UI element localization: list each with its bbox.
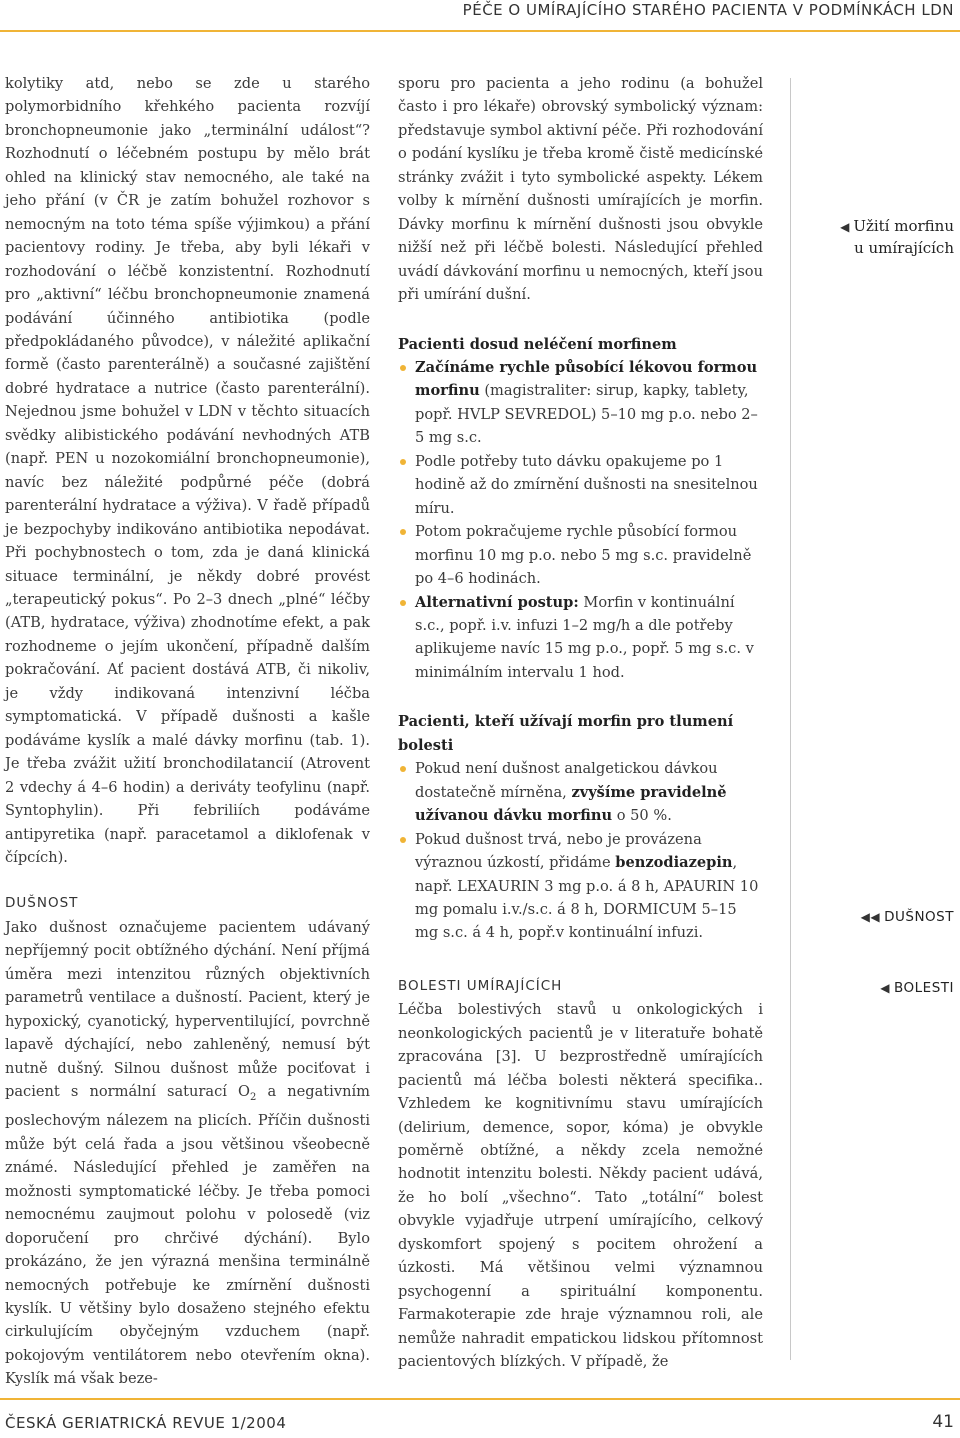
mid-paragraph-1: sporu pro pacienta a jeho rodinu (a bohužel často i pro lékaře) obrovský symbolický význam: představuje symbol aktivní péče. Při rozhodování o podání kyslíku je třeba kromě čistě medicínské stránky zvážit i tyto symbolické aspekty. Lékem volby k mírnění dušnosti umírajících je morfin. Dávky morfinu k mírnění dušnosti jsou obvykle nižší než při léčbě bolesti. Následující přehled uvádí dávkování morfinu u nemocných, kteří jsou při umírání dušní.: [398, 75, 763, 304]
bullet-text: Pokud není dušnost analgetickou dávkou dostatečně mírněna,: [415, 760, 718, 801]
left-paragraph-1: kolytiky atd, nebo se zde u starého polymorbidního křehkého pacienta rozvíjí bronchopneumonie jako „terminální událost“? Rozhodnutí o léčebném postupu by mělo brát ohled na klinický stav nemocného, ale také na jeho přání (v ČR je zatím bohužel rozhovor s nemocným na toto téma spíše výjimkou) a přání pacientovy rodiny. Je třeba, aby byli lékaři v rozhodování o léčbě konzistentní. Rozhodnutí pro „aktivní“ léčbu bronchopneumonie znamená podávání účinného antibiotika (podle předpokládaného původce), v náležité aplikační formě (často parenterálně) a současné zajištění dobré hydratace a nutrice (často parenterální). Nejednou jsme bohužel v LDN v těchto situacích svědky alibistického podávání nevhodných ATB (např. PEN u nozokomiální bronchopneumonie), navíc bez náležité podpůrné péče (dobrá parenterální hydratace a výživa). V řadě případů je bezpochyby indikováno antibiotika nepodávat. Při pochybnostech o tom, zda je daná klinická situace terminální, je někdy dobré provést „terapeutický pokus“. Po 2–3 dnech „plné“ léčby (ATB, hydratace, výživa) zhodnotíme efekt, a pak rozhodneme o jejím ukončení, případně dalším pokračování. Ať pacient dostává ATB, či nikoliv, je vždy indikovaná intenzivní léčba symptomatická. V případě dušnosti a kašle podáváme kyslík a malé dávky morfinu (tab. 1). Je třeba zvážit užití bronchodilatancií (Atrovent 2 vdechy á 4–6 hodin) a deriváty teofylinu (např. Syntophylin). Při febriliích podáváme antipyretika (např. paracetamol a diklofenak v čípcích).: [5, 75, 370, 866]
p2-text-after: a negativním poslechovým nálezem na plicích. Příčin dušnosti může být celá řada a jsou většinou všeobecně známé. Následující přehled je zaměřen na možnosti symptomatické léčby. Je třeba pomoci nemocnému zaujmout polohu v polosedě (viz doporučení pro chrčivé dýchání). Bylo prokázáno, že jen výrazná menšina terminálně nemocných potřebuje ke zmírnění dušnosti kyslík. U většiny bylo dosaženo stejného efektu cirkulujícím obyčejným vzduchem (např. pokojovým ventilátorem nebo otevřením okna). Kyslík má však beze-: [5, 1083, 370, 1388]
margin-note-morphine: [840, 216, 954, 259]
subheading-untreated: Pacienti dosud neléčení morfinem: [398, 335, 677, 353]
list-item: [398, 356, 763, 450]
left-paragraph-2: [5, 916, 370, 1391]
bullet-text: o 50 %.: [612, 807, 672, 825]
running-title: PÉČE O UMÍRAJÍCÍHO STARÉHO PACIENTA V PODMÍNKÁCH LDN: [462, 1, 954, 19]
bullet-bold: zvyšíme pravidelně užívanou dávku morfinu: [415, 783, 727, 825]
p2-text-before: Jako dušnost označujeme pacientem udávaný nepříjemný pocit obtížného dýchání. Není příjmá úměra mezi intenzitou různých objektivních parametrů ventilace a dušností. Pacient, který je hypoxický, cyanotický, hyperventilující, povrchně lapavě dýchající, nebo zahleněný, nemusí být nutně dušný. Silnou dušnost může pociťovat i pacient s normální saturací O: [5, 918, 370, 1101]
bullet-list-untreated: [398, 356, 763, 684]
bullet-bold: Začínáme rychle působící lékovou formou morfinu: [415, 358, 758, 400]
left-column: [5, 72, 370, 1391]
list-item: Potom pokračujeme rychle působící formou morfinu 10 mg p.o. nebo 5 mg s.c. pravidelně po 4–6 hodinách.: [398, 520, 763, 590]
column-divider: [790, 78, 791, 1360]
margin-note-bolesti: [880, 978, 954, 999]
left-triangle-icon: ◀: [880, 981, 890, 995]
bullet-text: Morfin v kontinuální s.c., popř. i.v. infuzi 1–2 mg/h a dle potřeby aplikujeme navíc 15 mg p.o., popř. 5 mg s.c. v minimálním intervalu 1 hod.: [415, 593, 754, 681]
bullet-list-morphine-users: [398, 757, 763, 945]
margin-note-label: BOLESTI: [894, 980, 954, 996]
journal-name: ČESKÁ GERIATRICKÁ REVUE 1/2004: [5, 1414, 287, 1432]
mid-paragraph-2: Léčba bolestivých stavů u onkologických i neonkologických pacientů je v literatuře bohatě zpracována [3]. U bezprostředně umírajících pacientů má léčba bolesti některá specifika.. Vzhledem ke kognitivnímu stavu umírajících (delirium, demence, sopor, kóma) je obvykle poměrně obtížné, a někdy zcela nemožné hodnotit intenzitu bolesti. Někdy pacient udává, že ho bolí „všechno“. Tato „totální“ bolest obvykle vyjadřuje utrpení umírajícího, celkový dyskomfort spojený s pocitem ohrožení a úzkosti. Má většinou velmi významnou psychogenní a spirituální komponentu. Farmakoterapie zde hraje významnou roli, ale nemůže nahradit empatickou lidskou přítomnost pacientových blízkých. V případě, že: [398, 1001, 763, 1371]
list-item: Podle potřeby tuto dávku opakujeme po 1 hodině až do zmírnění dušnosti na snesitelnou míru.: [398, 450, 763, 520]
left-triangle-icon: ◀: [840, 220, 850, 234]
o2-subscript: 2: [249, 1091, 257, 1103]
bullet-bold: Alternativní postup:: [415, 593, 579, 611]
margin-note-line: u umírajících: [854, 239, 954, 257]
section-heading-bolesti: BOLESTI UMÍRAJÍCÍCH: [398, 977, 563, 994]
margin-note-label: DUŠNOST: [884, 909, 954, 925]
margin-note-dusnost: [861, 907, 954, 928]
bullet-bold: benzodiazepin: [615, 854, 733, 872]
page-footer: [0, 1398, 960, 1438]
bullet-text: , např. LEXAURIN 3 mg p.o. á 8 h, APAURIN 10 mg pomalu i.v./s.c. á 8 h, DORMICUM 5–15 mg s.c. á 4 h, popř.v kontinuální infuzi.: [415, 854, 759, 942]
margin-note-line: Užití morfinu: [853, 217, 954, 235]
list-item: [398, 591, 763, 685]
section-heading-dusnost: DUŠNOST: [5, 895, 79, 912]
middle-column: [398, 72, 763, 1374]
bullet-text: (magistraliter: sirup, kapky, tablety, popř. HVLP SEVREDOL) 5–10 mg p.o. nebo 2–5 mg s.c.: [415, 382, 758, 447]
page-header: [0, 0, 960, 30]
page-number: 41: [932, 1412, 954, 1432]
subheading-morphine-users: Pacienti, kteří užívají morfin pro tlumení bolesti: [398, 713, 734, 754]
header-rule: [0, 30, 960, 32]
double-left-triangle-icon: ◀◀: [860, 910, 881, 924]
list-item: [398, 757, 763, 827]
bullet-text: Pokud dušnost trvá, nebo je provázena výraznou úzkostí, přidáme: [415, 830, 702, 872]
footer-rule: [0, 1398, 960, 1400]
list-item: [398, 828, 763, 945]
